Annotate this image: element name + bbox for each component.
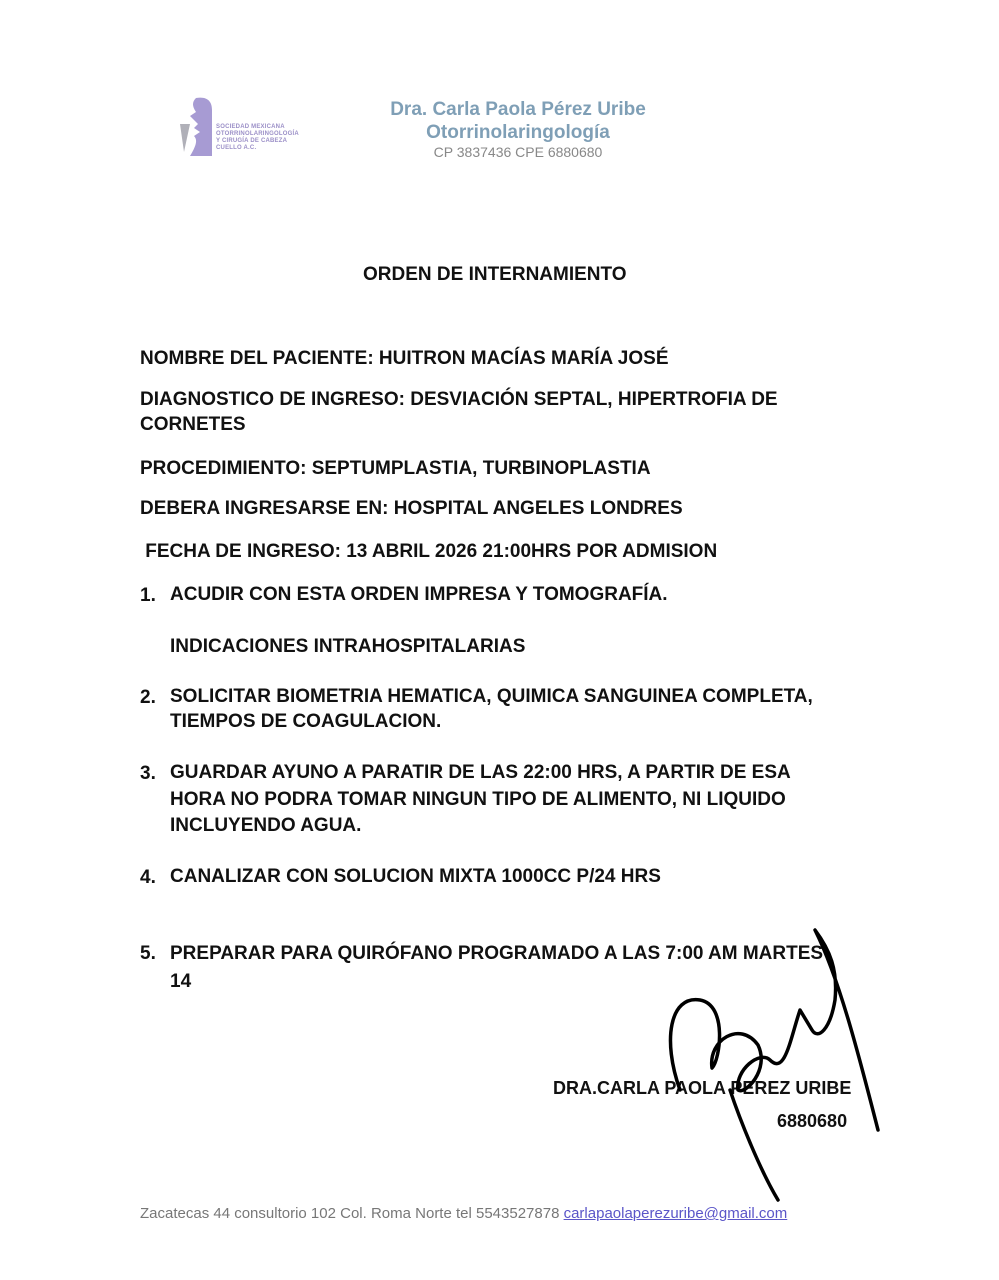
logo-text-line: CUELLO A.C. xyxy=(216,145,257,151)
signature-name: DRA.CARLA PAOLA PEREZ URIBE xyxy=(553,1078,852,1098)
specialty-header: Otorrinolaringología xyxy=(426,122,610,143)
email-link[interactable]: carlapaolaperezuribe@gmail.com xyxy=(563,1205,788,1222)
item-text: INCLUYENDO AGUA. xyxy=(170,815,362,836)
item-number: 4. xyxy=(140,867,156,888)
document-title: ORDEN DE INTERNAMIENTO xyxy=(363,264,627,285)
item-text: 14 xyxy=(170,971,192,992)
item-number: 3. xyxy=(140,763,156,784)
logo-text-line: OTORRINOLARINGOLOGÍA xyxy=(216,131,299,137)
doctor-name-header: Dra. Carla Paola Pérez Uribe xyxy=(390,99,646,120)
item-text: SOLICITAR BIOMETRIA HEMATICA, QUIMICA SANGUINEA COMPLETA, xyxy=(170,686,813,707)
item-number: 5. xyxy=(140,943,156,964)
item-text: GUARDAR AYUNO A PARATIR DE LAS 22:00 HRS, A PARTIR DE ESA xyxy=(170,762,791,783)
item-text: HORA NO PODRA TOMAR NINGUN TIPO DE ALIMENTO, NI LIQUIDO xyxy=(170,788,786,810)
logo-text-line: Y CIRUGÍA DE CABEZA xyxy=(216,138,288,144)
patient-name: NOMBRE DEL PACIENTE: HUITRON MACÍAS MARÍA JOSÉ xyxy=(140,348,669,369)
item-text: TIEMPOS DE COAGULACION. xyxy=(170,711,442,732)
subheading: INDICACIONES INTRAHOSPITALARIAS xyxy=(170,636,526,657)
logo-text-line: SOCIEDAD MEXICANA xyxy=(216,124,285,130)
item-text: CANALIZAR CON SOLUCION MIXTA 1000CC P/24 HRS xyxy=(170,866,661,887)
procedure: PROCEDIMIENTO: SEPTUMPLASTIA, TURBINOPLASTIA xyxy=(140,458,651,479)
admission-date: FECHA DE INGRESO: 13 ABRIL 2026 21:00HRS POR ADMISION xyxy=(140,541,718,562)
footer xyxy=(140,1205,787,1222)
license-header: CP 3837436 CPE 6880680 xyxy=(433,144,603,160)
item-text: PREPARAR PARA QUIRÓFANO PROGRAMADO A LAS 7:00 AM MARTES xyxy=(170,943,824,964)
item-text: ACUDIR CON ESTA ORDEN IMPRESA Y TOMOGRAFÍA. xyxy=(170,584,668,605)
hospital: DEBERA INGRESARSE EN: HOSPITAL ANGELES LONDRES xyxy=(140,498,683,519)
diagnosis: DIAGNOSTICO DE INGRESO: DESVIACIÓN SEPTAL, HIPERTROFIA DE xyxy=(140,389,778,410)
signature-license: 6880680 xyxy=(777,1111,848,1131)
item-number: 1. xyxy=(140,585,156,606)
item-number: 2. xyxy=(140,687,156,708)
diagnosis-continued: CORNETES xyxy=(140,414,246,435)
footer-address: Zacatecas 44 consultorio 102 Col. Roma Norte tel 5543527878 xyxy=(140,1205,564,1222)
